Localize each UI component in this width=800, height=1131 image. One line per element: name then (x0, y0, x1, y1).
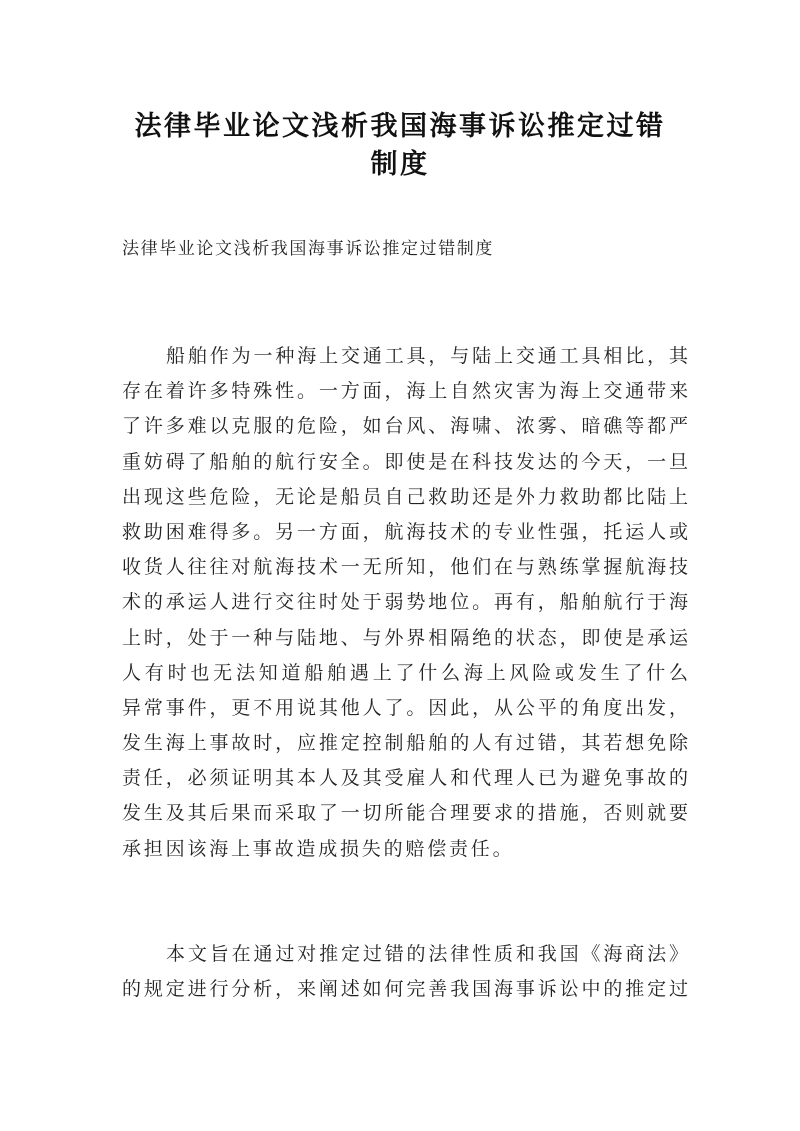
paragraph-line: 救助困难得多。另一方面，航海技术的专业性强，托运人或 (122, 520, 688, 543)
paragraph-line: 上时，处于一种与陆地、与外界相隔绝的状态，即使是承运 (122, 626, 688, 649)
paragraph-line: 承担因该海上事故造成损失的赔偿责任。 (122, 837, 515, 860)
paragraph-line: 本文旨在通过对推定过错的法律性质和我国《海商法》 (166, 943, 688, 965)
paragraph-line: 发生海上事故时，应推定控制船舶的人有过错，其若想免除 (122, 732, 688, 755)
paragraph-line: 重妨碍了船舶的航行安全。即使是在科技发达的今天，一旦 (122, 450, 688, 473)
paragraph-line: 术的承运人进行交往时处于弱势地位。再有，船舶航行于海 (122, 591, 688, 614)
paragraph-line: 异常事件，更不用说其他人了。因此，从公平的角度出发， (122, 696, 688, 719)
paragraph-line: 发生及其后果而采取了一切所能合理要求的措施，否则就要 (122, 802, 688, 825)
document-subtitle: 法律毕业论文浅析我国海事诉讼推定过错制度 (122, 239, 494, 259)
paragraph-line: 出现这些危险，无论是船员自己救助还是外力救助都比陆上 (122, 485, 688, 508)
paragraph-line: 的规定进行分析，来阐述如何完善我国海事诉讼中的推定过 (122, 978, 688, 1001)
paragraph-1 (122, 339, 688, 867)
paragraph-line: 存在着许多特殊性。一方面，海上自然灾害为海上交通带来 (122, 380, 688, 403)
document-title-line-1: 法律毕业论文浅析我国海事诉讼推定过错 (134, 111, 666, 142)
paragraph-2 (122, 937, 688, 1007)
paragraph-line: 责任，必须证明其本人及其受雇人和代理人已为避免事故的 (122, 767, 688, 790)
paragraph-line: 了许多难以克服的危险，如台风、海啸、浓雾、暗礁等都严 (122, 415, 688, 438)
paragraph-line: 收货人往往对航海技术一无所知，他们在与熟练掌握航海技 (122, 556, 688, 579)
paragraph-line: 人有时也无法知道船舶遇上了什么海上风险或发生了什么 (122, 661, 688, 684)
paragraph-line: 船舶作为一种海上交通工具，与陆上交通工具相比，其 (166, 345, 688, 367)
document-title-line-2: 制度 (370, 149, 430, 180)
